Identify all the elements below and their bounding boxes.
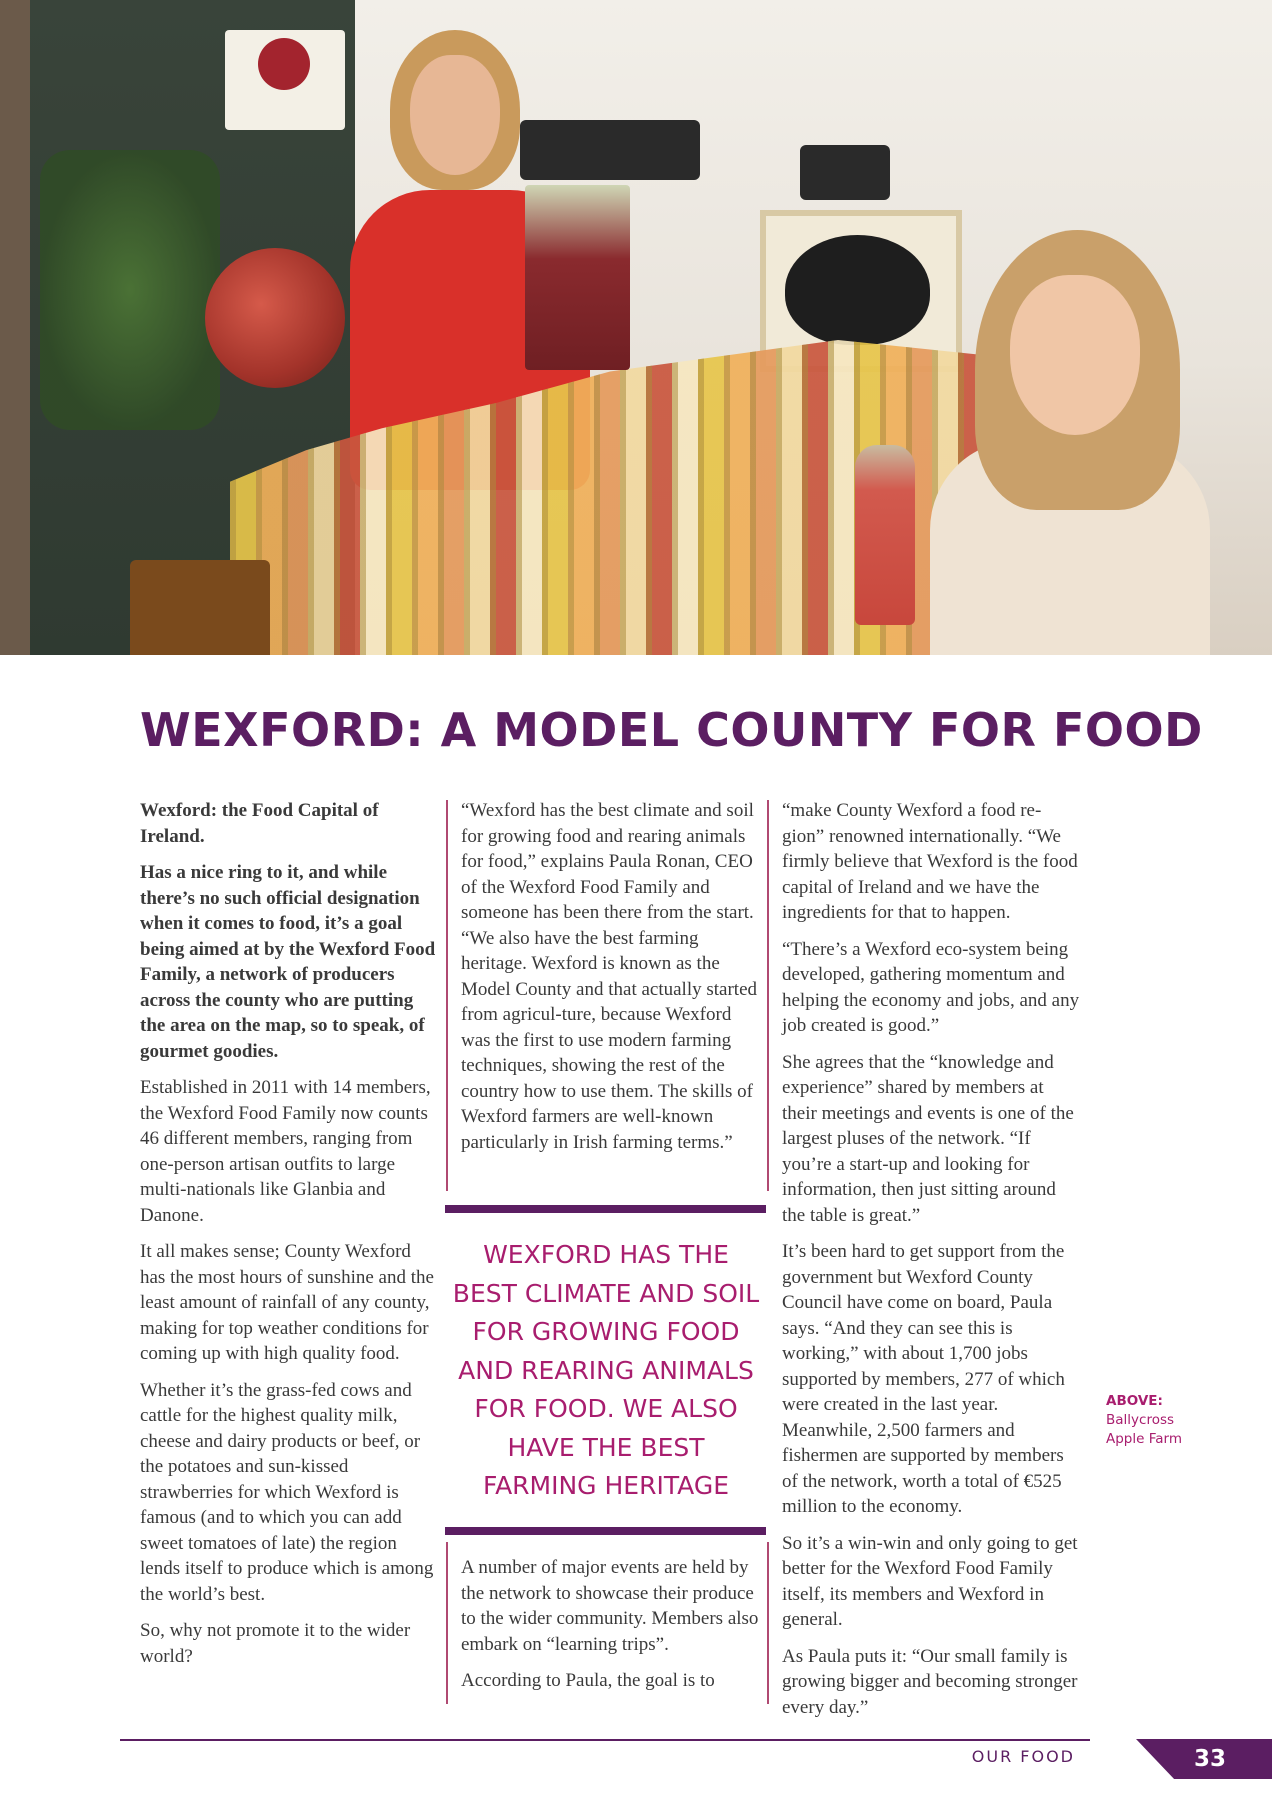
body-paragraph: So it’s a win-win and only going to get better for the Wexford Food Family itself, its members and Wexford in general.: [782, 1532, 1078, 1630]
woman-face: [410, 55, 500, 175]
body-paragraph: It’s been hard to get support from the government but Wexford County Council have come on board, Paula says. “And they can see this is working,” with about 1,700 jobs supported by members, 277 of which were created in the last year. Meanwhile, 2,500 farmers and fishermen are supported by members of the network, worth a total of €525 million to the economy.: [782, 1241, 1065, 1517]
section-name: OUR FOOD: [971, 1747, 1075, 1766]
preserve-jars: [130, 560, 270, 655]
caption-text: Ballycross Apple Farm: [1106, 1412, 1182, 1447]
column-divider: [446, 1542, 448, 1704]
body-paragraph: As Paula puts it: “Our small family is growing bigger and becoming stronger every day.”: [782, 1645, 1078, 1718]
photo-caption: [1106, 1392, 1216, 1449]
body-paragraph: She agrees that the “knowledge and experience” shared by members at their meetings and events is one of the largest pluses of the network. “If you’re a start-up and looking for information, then just sitting around the table is great.”: [782, 1051, 1074, 1226]
body-paragraph: “There’s a Wexford eco-system being developed, gathering momentum and helping the economy and jobs, and any job created is good.”: [782, 938, 1080, 1036]
article-column-3: [782, 798, 1082, 1731]
body-paragraph: Established in 2011 with 14 members, the Wexford Food Family now counts 46 different members, ranging from one-person artisan outfits to large multi-nationals like Glanbia and Danone.: [140, 1077, 431, 1226]
page-number: 33: [1193, 1746, 1226, 1772]
column-divider: [446, 800, 448, 1191]
footer-rule: [120, 1739, 1090, 1741]
apple-juice-box: [525, 185, 630, 370]
free-sign: [800, 145, 890, 200]
body-paragraph: A number of major events are held by the network to showcase their produce to the wider community. Members also embark on “learning trips”.: [461, 1557, 759, 1655]
apple-tree-leaves: [40, 150, 220, 430]
intro-paragraph: Has a nice ring to it, and while there’s no such official designation when it comes to food, it’s a goal being aimed at by the Wexford Food Family, a network of producers across the county who are putting the area on the map, so to speak, of gourmet goodies.: [140, 862, 436, 1062]
article-column-1: [140, 798, 440, 1680]
article-column-2: [461, 798, 761, 1166]
column-divider: [767, 800, 769, 1191]
column-divider: [767, 1542, 769, 1704]
body-paragraph: Whether it’s the grass-fed cows and cattle for the highest quality milk, cheese and dairy products or beef, or the potatoes and sun-kissed strawberries for which Wexford is famous (and to which you can add sweet tomatoes of late) the region lends itself to produce which is among the world’s best.: [140, 1379, 434, 1605]
held-juice-bottle: [855, 445, 915, 625]
article-column-2-continued: [461, 1555, 761, 1705]
body-paragraph: “Wexford has the best climate and soil for growing food and rearing animals for food,” explains Paula Ronan, CEO of the Wexford Food Family and someone has been there from the start. “We also have the best farming heritage. Wexford is known as the Model County and that actually started from agricul-ture, because Wexford was the first to use modern farming techniques, showing the rest of the country how to use them. The skills of Wexford farmers are well-known particularly in Irish farming terms.”: [461, 800, 758, 1153]
caption-label: ABOVE:: [1106, 1393, 1163, 1409]
article-headline: WEXFORD: A MODEL COUNTY FOR FOOD: [140, 703, 1203, 757]
pullquote-rule-top: [445, 1205, 766, 1213]
apple-image: [205, 248, 345, 388]
gluten-free-sign: [520, 120, 700, 180]
pull-quote: WEXFORD HAS THE BEST CLIMATE AND SOIL FOR GROWING FOOD AND REARING ANIMALS FOR FOOD. WE ALSO HAVE THE BEST FARMING HERITAGE: [452, 1240, 760, 1500]
tree-logo-icon: [258, 38, 310, 90]
body-paragraph: So, why not promote it to the wider world?: [140, 1620, 411, 1667]
girl-face: [1010, 275, 1140, 435]
hero-photo: [0, 0, 1272, 655]
body-paragraph: It all makes sense; County Wexford has the most hours of sunshine and the least amount of rainfall of any county, making for top weather conditions for coming up with high quality food.: [140, 1241, 434, 1364]
body-paragraph: According to Paula, the goal is to: [461, 1670, 715, 1691]
tent-pole: [0, 0, 30, 655]
pullquote-rule-bottom: [445, 1527, 766, 1535]
lead-paragraph: Wexford: the Food Capital of Ireland.: [140, 800, 379, 847]
body-paragraph: “make County Wexford a food re-gion” renowned internationally. “We firmly believe that Wexford is the food capital of Ireland and we have the ingredients for that to happen.: [782, 800, 1078, 923]
chalk-apple-icon: [785, 235, 930, 345]
